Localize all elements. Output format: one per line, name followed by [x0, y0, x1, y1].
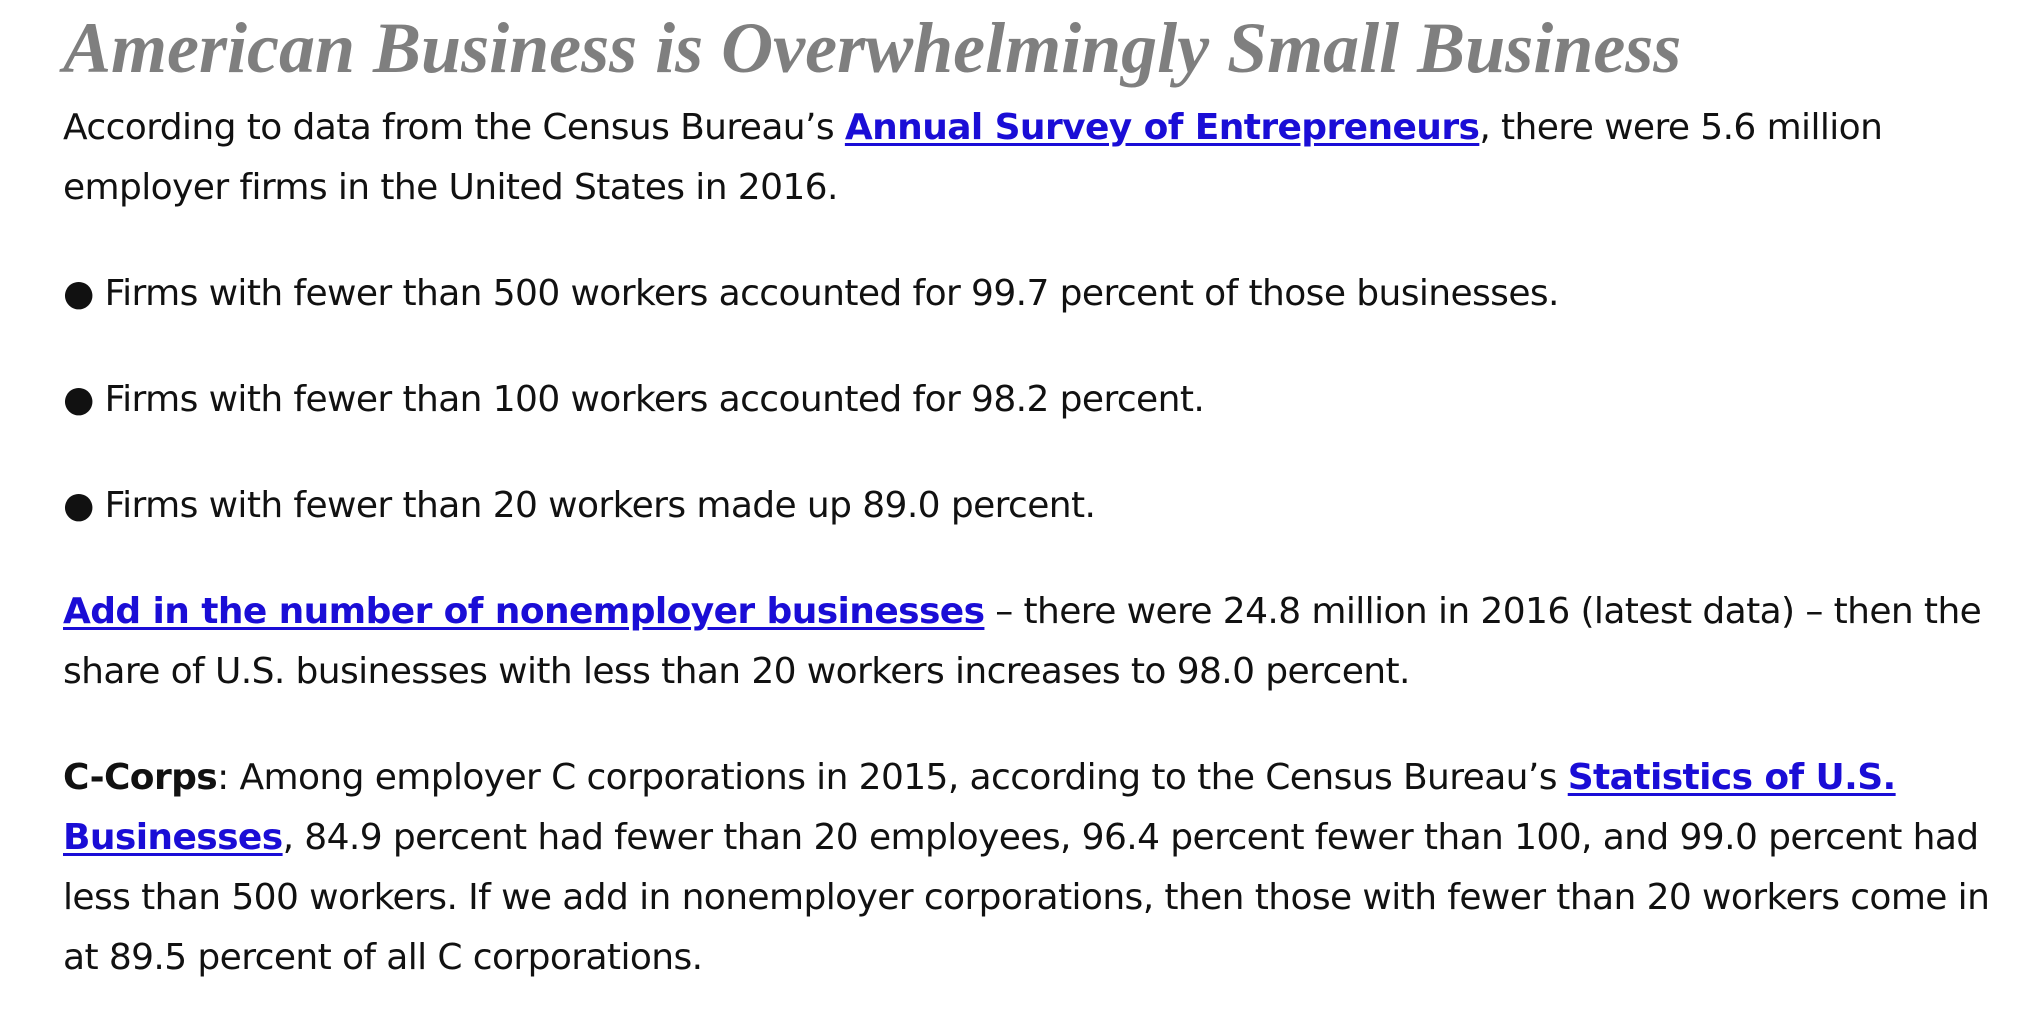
- article: [63, 0, 2023, 988]
- nonemployer-paragraph: [63, 582, 2023, 702]
- bullet-text: Firms with fewer than 500 workers accounted for 99.7 percent of those businesses.: [104, 273, 1559, 314]
- bullet-text: Firms with fewer than 100 workers accounted for 98.2 percent.: [104, 379, 1205, 420]
- bullet-icon: ●: [63, 485, 94, 526]
- statistics-us-businesses-link[interactable]: Statistics of U.S. Businesses: [63, 757, 1896, 858]
- bullet-icon: ●: [63, 273, 94, 314]
- bullet-item: [63, 264, 2023, 324]
- bullet-icon: ●: [63, 379, 94, 420]
- bullet-item: [63, 476, 2023, 536]
- bullet-text: Firms with fewer than 20 workers made up 89.0 percent.: [104, 485, 1096, 526]
- nonemployer-businesses-link[interactable]: Add in the number of nonemployer businesses: [63, 591, 985, 632]
- intro-paragraph: [63, 98, 2023, 218]
- intro-text-end: , there were 5.6 million employer firms in the United States in 2016.: [63, 107, 1883, 208]
- intro-text-start: According to data from the Census Bureau’s: [63, 107, 845, 148]
- ccorps-text-start: : Among employer C corporations in 2015, according to the Census Bureau’s: [217, 757, 1568, 798]
- ccorps-paragraph: [63, 748, 2023, 988]
- ccorps-term: C-Corps: [63, 757, 218, 798]
- page-title: American Business is Overwhelmingly Small Business: [63, 8, 1682, 88]
- ccorps-text-end: , 84.9 percent had fewer than 20 employees, 96.4 percent fewer than 100, and 99.0 percent had less than 500 workers. If we add in nonemployer corporations, then those with fewer than 20 workers come in at 89.5 percent of all C corporations.: [63, 817, 1990, 978]
- nonemployer-text: – there were 24.8 million in 2016 (latest data) – then the share of U.S. businesses with less than 20 workers increases to 98.0 percent.: [63, 591, 1982, 692]
- bullet-item: [63, 370, 2023, 430]
- annual-survey-link[interactable]: Annual Survey of Entrepreneurs: [844, 107, 1480, 148]
